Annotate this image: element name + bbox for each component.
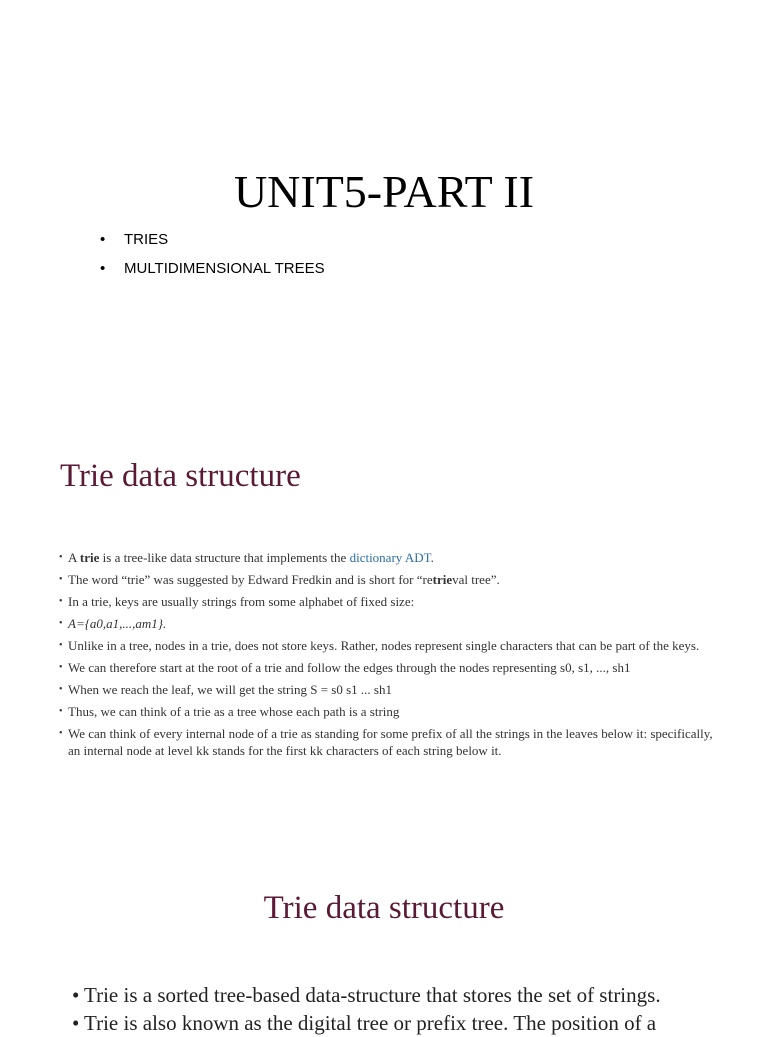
list-item: • Thus, we can think of a trie as a tree whose each path is a string bbox=[59, 704, 400, 719]
slide-1 bbox=[0, 0, 768, 420]
list-item: • When we reach the leaf, we will get the string S = s0 s1 ... sh1 bbox=[59, 682, 392, 697]
bullet-icon: • bbox=[59, 574, 63, 585]
list-item: • TRIES bbox=[100, 229, 325, 258]
bullet-icon: • bbox=[59, 596, 63, 607]
slide-1-bullets bbox=[100, 229, 325, 287]
slide-1-title: UNIT5-PART II bbox=[233, 166, 535, 217]
list-item: • MULTIDIMENSIONAL TREES bbox=[100, 258, 325, 287]
dictionary-adt-link[interactable]: dictionary ADT bbox=[349, 550, 431, 565]
bullet-icon: • bbox=[100, 231, 106, 248]
list-item: • Trie is also known as the digital tree or prefix tree. The position of a bbox=[72, 1011, 657, 1035]
list-item: • Unlike in a tree, nodes in a trie, does not store keys. Rather, nodes represent single characters that can be part of the keys. bbox=[59, 638, 700, 653]
bullet-icon: • bbox=[59, 684, 63, 695]
list-item: • We can therefore start at the root of a trie and follow the edges through the nodes representing s0, s1, ..., sh1 bbox=[59, 660, 631, 675]
bullet-icon: • bbox=[100, 260, 106, 277]
slide-3-bullets bbox=[72, 981, 732, 1037]
bullet-icon: • bbox=[59, 552, 63, 563]
list-item: • The word “trie” was suggested by Edward Fredkin and is short for “retrieval tree”. bbox=[59, 572, 500, 587]
list-item: • In a trie, keys are usually strings from some alphabet of fixed size: bbox=[59, 594, 415, 609]
bullet-icon: • bbox=[72, 1011, 80, 1035]
list-item: • A={a0,a1,...,am1}. bbox=[59, 616, 167, 631]
slide-3-title: Trie data structure bbox=[263, 890, 505, 926]
slide-2 bbox=[0, 420, 768, 840]
bullet-icon: • bbox=[59, 706, 63, 717]
list-item: • A trie is a tree-like data structure that implements the dictionary ADT. bbox=[59, 550, 434, 565]
list-item: • We can think of every internal node of a trie as standing for some prefix of all the strings in the leaves below it: specifically, an internal node at level kk stands for the first kk characters of each string below it. bbox=[59, 726, 713, 758]
slide-2-title: Trie data structure bbox=[60, 458, 301, 494]
bullet-icon: • bbox=[59, 728, 63, 739]
bullet-icon: • bbox=[72, 983, 80, 1007]
bullet-icon: • bbox=[59, 640, 63, 651]
bullet-icon: • bbox=[59, 618, 63, 629]
slide-3 bbox=[0, 840, 768, 1035]
list-item: • Trie is a sorted tree-based data-structure that stores the set of strings. bbox=[72, 983, 661, 1007]
slide-2-bullets bbox=[59, 549, 719, 764]
bullet-icon: • bbox=[59, 662, 63, 673]
